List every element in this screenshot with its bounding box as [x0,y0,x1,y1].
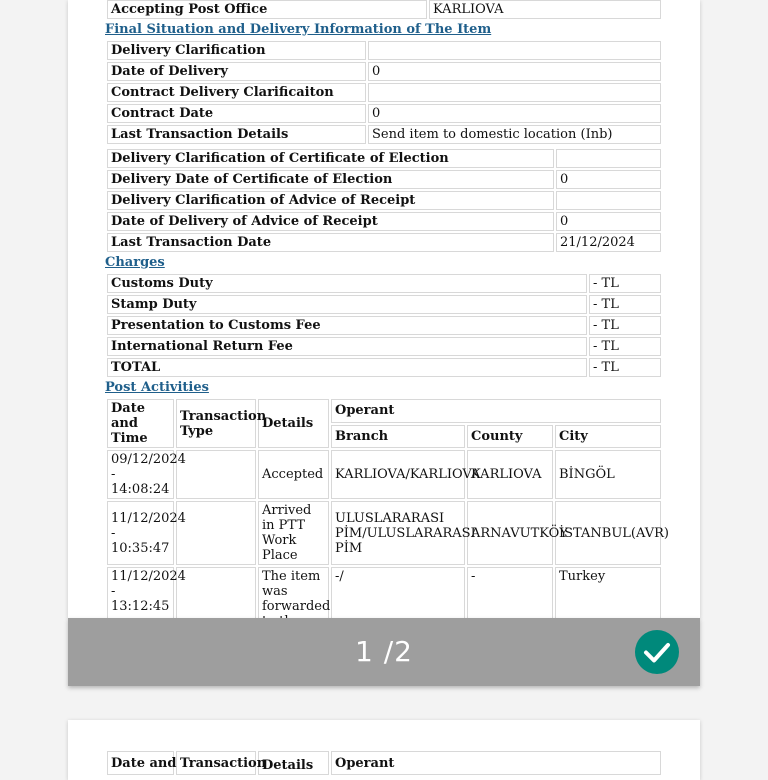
charge-label: Customs Duty [107,274,587,293]
activity-branch: -/ [331,567,465,657]
row-label: Delivery Clarification [107,41,366,60]
header-date-time: Date and [107,751,174,775]
activity-branch: ULUSLARARASI PİM/ULUSLARARASI PİM [331,501,465,565]
activity-city: BİNGÖL [555,450,661,499]
final-situation-section-link[interactable]: Final Situation and Delivery Information of The Item [105,22,492,37]
table-row [107,170,661,189]
header-transaction-type: Transaction Type [176,399,256,448]
charge-value: - TL [589,337,661,356]
row-label: Delivery Clarification of Certificate of Election [107,149,554,168]
row-label: Date of Delivery [107,62,366,81]
row-label: Contract Date [107,104,366,123]
table-row [107,125,661,144]
activity-type [176,501,256,565]
header-county: County [467,425,553,449]
row-value: Send item to domestic location (Inb) [368,125,661,144]
activity-details: Accepted [258,450,329,499]
document-page-2 [68,720,700,780]
row-value: 0 [368,104,661,123]
charge-value: - TL [589,295,661,314]
activity-county: KARLIOVA [467,450,553,499]
activity-date: 09/12/2024 - 14:08:24 [107,450,174,499]
charge-label: Stamp Duty [107,295,587,314]
activity-city: Turkey [555,567,661,657]
header-transaction-type: Transaction [176,751,256,775]
activity-date: 11/12/2024 - 13:12:45 [107,567,174,657]
header-city: City [555,425,661,449]
header-details: Details [258,751,329,775]
table-header-row [107,399,661,423]
table-row [107,295,661,314]
document-page-1 [68,0,700,618]
activities-clip [105,397,669,614]
header-details: Details [258,399,329,448]
charge-label: International Return Fee [107,337,587,356]
check-icon [635,630,679,674]
activity-details: The item was forwarded [258,567,329,657]
row-value: 0 [556,212,661,231]
row-value [368,41,661,60]
row-value: 0 [556,170,661,189]
post-activities-table-page-2 [105,749,663,777]
header-date-time: Date and Time [107,399,174,448]
row-value [556,191,661,210]
charge-value: - TL [589,316,661,335]
row-label: Delivery Clarification of Advice of Receipt [107,191,554,210]
accepting-post-office-value: KARLIOVA [429,0,661,19]
table-row [107,358,661,377]
activity-county: ARNAVUTKÖY [467,501,553,565]
table-row [107,149,661,168]
row-value: 0 [368,62,661,81]
row-label: Last Transaction Date [107,233,554,252]
table-row [107,212,661,231]
page-counter: 1 /2 [355,635,413,668]
table-row [107,450,661,499]
page-1-content [105,0,669,614]
table-row [107,337,661,356]
activity-city: İSTANBUL(AVR) [555,501,661,565]
charges-section-link[interactable]: Charges [105,255,165,270]
check-circle-icon[interactable] [635,630,679,674]
table-row [107,41,661,60]
header-branch: Branch [331,425,465,449]
row-label: Date of Delivery of Advice of Receipt [107,212,554,231]
activity-county: - [467,567,553,657]
activity-type [176,450,256,499]
activity-date: 11/12/2024 - 10:35:47 [107,501,174,565]
final-situation-table-b [105,147,663,254]
table-row [107,191,661,210]
charge-value: - TL [589,358,661,377]
table-row [107,62,661,81]
post-activities-section-link[interactable]: Post Activities [105,380,209,395]
row-label: Contract Delivery Clarificaiton [107,83,366,102]
final-situation-table-a [105,39,663,146]
activity-details: Arrived in PTT Work Place [258,501,329,565]
accepting-post-office-label: Accepting Post Office [107,0,427,19]
row-value: 21/12/2024 [556,233,661,252]
table-row [107,316,661,335]
row-label: Last Transaction Details [107,125,366,144]
charge-label: Presentation to Customs Fee [107,316,587,335]
table-header-row [107,751,661,775]
table-row [107,501,661,565]
table-row [107,274,661,293]
row-value [368,83,661,102]
charges-table [105,272,663,379]
header-operant: Operant [331,751,661,775]
row-value [556,149,661,168]
page-2-content [105,749,662,777]
header-operant: Operant [331,399,661,423]
charge-value: - TL [589,274,661,293]
table-row [107,0,661,19]
table-row [107,83,661,102]
table-row [107,233,661,252]
row-label: Delivery Date of Certificate of Election [107,170,554,189]
activity-branch: KARLIOVA/KARLIOVA [331,450,465,499]
charge-label: TOTAL [107,358,587,377]
table-row [107,104,661,123]
accepting-table [105,0,663,21]
page-indicator-bar [68,618,700,686]
